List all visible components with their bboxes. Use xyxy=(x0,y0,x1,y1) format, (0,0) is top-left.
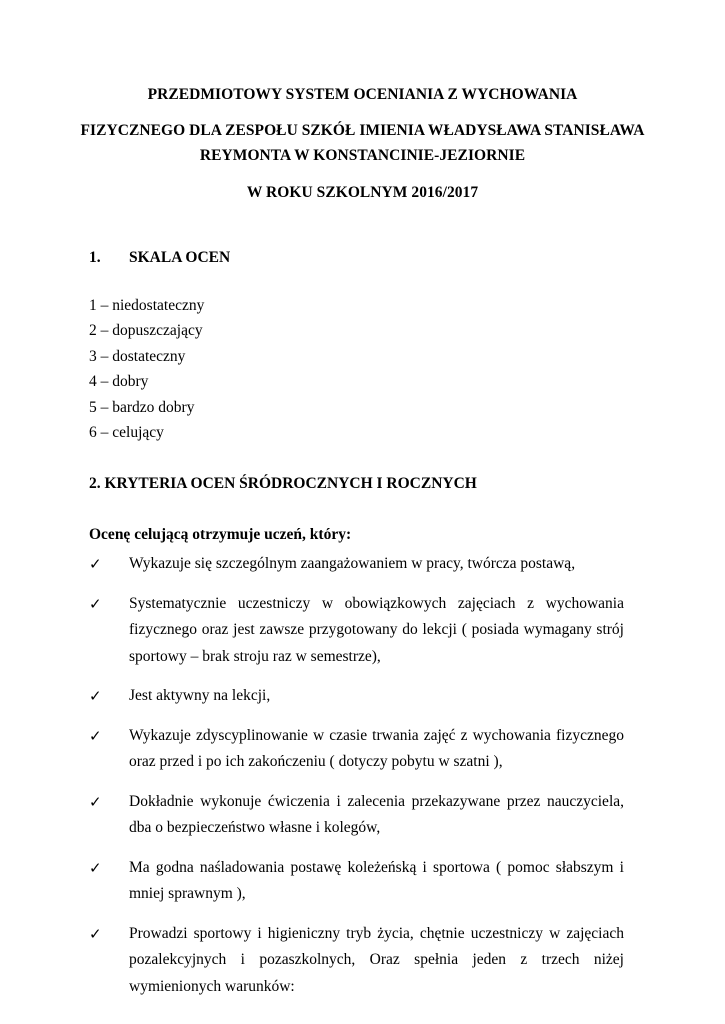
checkmark-icon: ✓ xyxy=(89,726,102,745)
checkmark-icon: ✓ xyxy=(89,858,102,877)
section-2-heading: 2. KRYTERIA OCEN ŚRÓDROCZNYCH I ROCZNYCH xyxy=(89,475,477,492)
criteria-text: Dokładnie wykonuje ćwiczenia i zalecenia przekazywane przez nauczyciela, dba o bezpieczeństwo własne i kolegów, xyxy=(129,792,624,836)
criteria-item xyxy=(89,789,624,842)
criteria-text: Jest aktywny na lekcji, xyxy=(129,687,271,704)
criteria-item xyxy=(89,591,624,671)
criteria-item xyxy=(89,683,624,710)
criteria-item xyxy=(89,921,624,1001)
grade-6-heading: Ocenę celującą otrzymuje uczeń, który: xyxy=(89,526,352,543)
criteria-text: Wykazuje się szczególnym zaangażowaniem w pracy, twórcza postawą, xyxy=(129,555,576,572)
grade-scale-item: 6 – celujący xyxy=(89,423,164,441)
criteria-list xyxy=(89,551,624,1013)
checkmark-icon: ✓ xyxy=(89,687,102,705)
grade-scale-item: 5 – bardzo dobry xyxy=(89,398,195,416)
grade-scale-list xyxy=(89,295,204,447)
section-1-title: SKALA OCEN xyxy=(129,249,231,266)
checkmark-icon: ✓ xyxy=(89,555,102,573)
grade-scale-item: 1 – niedostateczny xyxy=(89,297,205,314)
grade-scale-item: 4 – dobry xyxy=(89,373,149,391)
section-1-heading xyxy=(89,247,230,269)
criteria-item xyxy=(89,551,624,578)
criteria-text: Prowadzi sportowy i higieniczny tryb życia, chętnie uczestniczy w zajęciach pozalekcyjnych i pozaszkolnych, Oraz spełnia jeden z trzech niżej wymienionych warunków: xyxy=(129,924,624,995)
doc-title-line-2: FIZYCZNEGO DLA ZESPOŁU SZKÓŁ IMIENIA WŁADYSŁAWA STANISŁAWA xyxy=(80,122,645,139)
doc-title-line-4: W ROKU SZKOLNYM 2016/2017 xyxy=(246,184,479,201)
doc-title-line-3: REYMONTA W KONSTANCINIE-JEZIORNIE xyxy=(199,147,526,164)
criteria-text: Ma godna naśladowania postawę koleżeńską i sportowa ( pomoc słabszym i mniej sprawnym ), xyxy=(129,858,624,902)
checkmark-icon: ✓ xyxy=(89,792,102,811)
criteria-text: Systematycznie uczestniczy w obowiązkowych zajęciach z wychowania fizycznego oraz jest zawsze przygotowany do lekcji ( posiada wymagany strój sportowy – brak stroju raz w semestrze), xyxy=(129,594,624,665)
doc-title-line-1: PRZEDMIOTOWY SYSTEM OCENIANIA Z WYCHOWANIA xyxy=(147,86,578,103)
criteria-item xyxy=(89,723,624,776)
checkmark-icon: ✓ xyxy=(89,924,102,943)
checkmark-icon: ✓ xyxy=(89,594,102,613)
grade-scale-item: 3 – dostateczny xyxy=(89,347,186,365)
grade-scale-item: 2 – dopuszczający xyxy=(89,322,203,340)
criteria-text: Wykazuje zdyscyplinowanie w czasie trwania zajęć z wychowania fizycznego oraz przed i po ich zakończeniu ( dotyczy pobytu w szatni ), xyxy=(129,726,624,770)
section-1-number: 1. xyxy=(89,249,101,266)
criteria-item xyxy=(89,855,624,908)
